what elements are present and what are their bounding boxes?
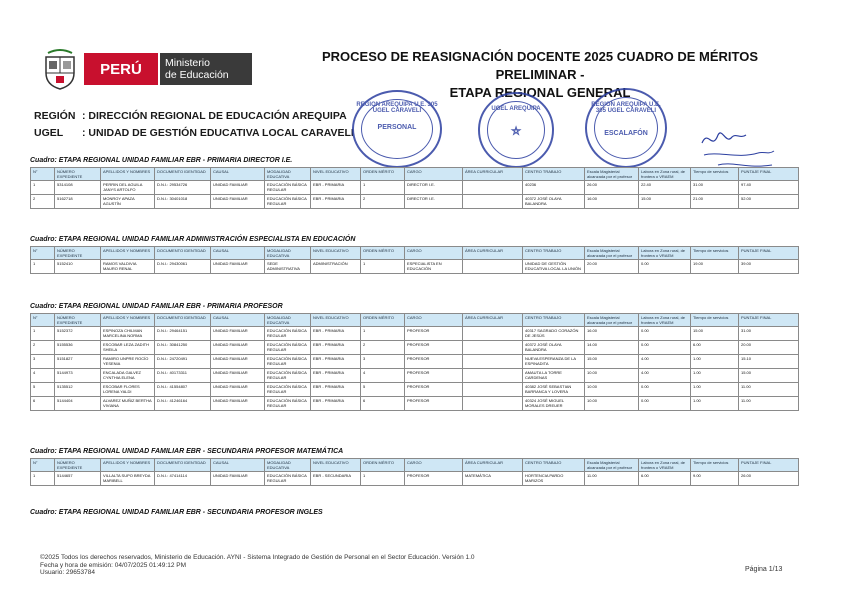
table-cell: 1.00: [691, 383, 739, 397]
table-cell: MONROY APAZA AGUSTÍN: [101, 195, 155, 209]
footer: [40, 554, 475, 577]
table-body: [31, 260, 799, 274]
table-cell: 26.00: [585, 181, 639, 195]
peru-brand: PERÚ: [84, 53, 158, 85]
table-cell: EBR - PRIMARIA: [311, 341, 361, 355]
table-cell: D.N.I.: 30841250: [155, 341, 211, 355]
table-cell: EDUCACIÓN BÁSICA REGULAR: [265, 383, 311, 397]
table-cell: D.N.I.: 40173311: [155, 369, 211, 383]
table-cell: 1: [361, 327, 405, 341]
stamp-ugel-seal: [478, 92, 554, 168]
table-cell: 52.00: [739, 195, 799, 209]
table-cell: 5144973: [55, 369, 101, 383]
section-title-especialista: Cuadro: ETAPA REGIONAL UNIDAD FAMILIAR ADMINISTRACIÓN ESPECIALISTA EN EDUCACIÓN: [30, 236, 356, 243]
header-cell: CAUSAL: [211, 168, 265, 181]
table-secundaria-matematica: [30, 458, 799, 486]
table-cell: 5: [31, 383, 55, 397]
header-cell: N°: [31, 314, 55, 327]
table-row: [31, 195, 799, 209]
table-cell: 10.00: [585, 397, 639, 411]
table-cell: EDUCACIÓN BÁSICA REGULAR: [265, 369, 311, 383]
table-cell: [463, 260, 523, 274]
table-cell: [463, 327, 523, 341]
table-cell: 2: [31, 341, 55, 355]
header-cell: APELLIDOS Y NOMBRES: [101, 459, 155, 472]
header-cell: CENTRO TRABAJO: [523, 459, 585, 472]
table-cell: DIRECTOR I.E.: [405, 181, 463, 195]
header-cell: PUNTAJE FINAL: [739, 168, 799, 181]
table-cell: ESCOBAR FLORES LORENA YALDI: [101, 383, 155, 397]
table-row: [31, 472, 799, 486]
table-cell: D.N.I.: 29534726: [155, 181, 211, 195]
table-cell: 5151827: [55, 355, 101, 369]
table-cell: UNIDAD FAMILIAR: [211, 195, 265, 209]
header-cell: ÁREA CURRICULAR: [463, 314, 523, 327]
table-cell: 4.00: [639, 355, 691, 369]
table-cell: 16.00: [585, 327, 639, 341]
table-header-row: [31, 168, 799, 181]
table-cell: 2: [31, 195, 55, 209]
table-cell: 1.00: [691, 369, 739, 383]
header-cell: MODALIDAD EDUCATIVA: [265, 314, 311, 327]
table-cell: NUEVA ESPERANZA DE LA ESPINADITA: [523, 355, 585, 369]
header-cell: CARGO: [405, 314, 463, 327]
table-cell: 4: [361, 369, 405, 383]
table-cell: 4: [31, 369, 55, 383]
table-cell: 10.00: [585, 369, 639, 383]
table-cell: UNIDAD FAMILIAR: [211, 397, 265, 411]
stamp-escalafon: [585, 88, 667, 168]
table-header-row: [31, 314, 799, 327]
table-cell: EDUCACIÓN BÁSICA REGULAR: [265, 341, 311, 355]
table-cell: PROFESOR: [405, 472, 463, 486]
table-cell: MATEMÁTICA: [463, 472, 523, 486]
section-title-primaria-profesor: Cuadro: ETAPA REGIONAL UNIDAD FAMILIAR EBR - PRIMARIA PROFESOR: [30, 303, 283, 310]
header-cell: Labora en Zona rural, de frontera o VRAEM: [639, 314, 691, 327]
table-body: [31, 472, 799, 486]
table-cell: ESPINOZA CHILMAN MARCELINA NORMA: [101, 327, 155, 341]
footer-user: Usuario: 29653784: [40, 569, 95, 576]
ministry-line-1: Ministerio: [165, 57, 210, 69]
section-title-secundaria-matematica: Cuadro: ETAPA REGIONAL UNIDAD FAMILIAR EBR - SECUNDARIA PROFESOR MATEMÁTICA: [30, 448, 344, 455]
table-director: [30, 167, 799, 209]
header-cell: ORDEN MÉRITO: [361, 247, 405, 260]
table-cell: 6: [361, 397, 405, 411]
table-cell: 0.00: [639, 397, 691, 411]
table-cell: 14.00: [585, 341, 639, 355]
table-cell: EDUCACIÓN BÁSICA REGULAR: [265, 355, 311, 369]
table-cell: 5135512: [55, 383, 101, 397]
table-cell: 0.00: [639, 341, 691, 355]
table-cell: UNIDAD FAMILIAR: [211, 369, 265, 383]
stamp-personal: [352, 90, 442, 168]
header-cell: Labora en Zona rural, de frontera o VRAEM: [639, 247, 691, 260]
header-cell: ÁREA CURRICULAR: [463, 168, 523, 181]
header-cell: NÚMERO EXPEDIENTE: [55, 247, 101, 260]
table-cell: 15.00: [691, 327, 739, 341]
table-cell: EDUCACIÓN BÁSICA REGULAR: [265, 327, 311, 341]
table-cell: EDUCACIÓN BÁSICA REGULAR: [265, 181, 311, 195]
table-cell: [463, 355, 523, 369]
table-body: [31, 181, 799, 209]
table-cell: 40372 JOSÉ OLAYA BALANDRA: [523, 195, 585, 209]
header-cell: CENTRO TRABAJO: [523, 314, 585, 327]
table-header-row: [31, 459, 799, 472]
stamp-escalafon-label: ESCALAFÓN: [604, 130, 648, 137]
table-cell: 15.00: [585, 355, 639, 369]
table-cell: PROFESOR: [405, 355, 463, 369]
table-cell: 1: [31, 181, 55, 195]
header-cell: MODALIDAD EDUCATIVA: [265, 168, 311, 181]
table-cell: RAMOS VALDIVIA MAURO RENAL: [101, 260, 155, 274]
header-cell: PUNTAJE FINAL: [739, 247, 799, 260]
header-cell: Tiempo de servicios: [691, 247, 739, 260]
table-cell: 11.00: [585, 472, 639, 486]
table-row: [31, 181, 799, 195]
header-cell: DOCUMENTO IDENTIDAD: [155, 168, 211, 181]
header-cell: N°: [31, 459, 55, 472]
table-cell: D.N.I.: 29464151: [155, 327, 211, 341]
header-cell: MODALIDAD EDUCATIVA: [265, 459, 311, 472]
table-cell: 20.00: [739, 341, 799, 355]
table-cell: 31.00: [739, 327, 799, 341]
table-cell: UNIDAD FAMILIAR: [211, 181, 265, 195]
table-cell: AMAUTA LA TORRE CARDENAS: [523, 369, 585, 383]
table-cell: D.N.I.: 30401018: [155, 195, 211, 209]
header-cell: PUNTAJE FINAL: [739, 459, 799, 472]
table-cell: D.N.I.: 41246164: [155, 397, 211, 411]
table-cell: EBR - SECUNDARIA: [311, 472, 361, 486]
table-cell: 97.40: [739, 181, 799, 195]
table-cell: 5155536: [55, 341, 101, 355]
page-number: Página 1/13: [745, 566, 783, 573]
header-cell: Escala Magisterial alcanzada por el profesor: [585, 314, 639, 327]
table-cell: 9.00: [691, 472, 739, 486]
table-cell: UNIDAD FAMILIAR: [211, 341, 265, 355]
table-cell: 31.00: [691, 181, 739, 195]
table-cell: 3: [31, 355, 55, 369]
table-cell: 6.00: [691, 341, 739, 355]
header-cell: CENTRO TRABAJO: [523, 168, 585, 181]
table-cell: [463, 383, 523, 397]
table-header-row: [31, 247, 799, 260]
table-cell: 16.00: [585, 195, 639, 209]
table-cell: 5: [361, 383, 405, 397]
table-cell: 5144657: [55, 472, 101, 486]
header-cell: APELLIDOS Y NOMBRES: [101, 247, 155, 260]
header-cell: NIVEL EDUCATIVO: [311, 247, 361, 260]
table-cell: 0.00: [639, 383, 691, 397]
minedu-logo: [38, 47, 238, 91]
table-cell: EBR - PRIMARIA: [311, 383, 361, 397]
table-cell: UNIDAD DE GESTIÓN EDUCATIVA LOCAL LA UNIÓN: [523, 260, 585, 274]
table-cell: ADMINISTRACIÓN: [311, 260, 361, 274]
table-cell: HORTENCIA PARDO MARIZOS: [523, 472, 585, 486]
table-cell: EBR - PRIMARIA: [311, 397, 361, 411]
table-cell: 22.40: [639, 181, 691, 195]
table-cell: 20.00: [585, 260, 639, 274]
header-cell: DOCUMENTO IDENTIDAD: [155, 314, 211, 327]
table-cell: EBR - PRIMARIA: [311, 181, 361, 195]
table-body: [31, 327, 799, 411]
table-row: [31, 355, 799, 369]
table-cell: 1: [361, 472, 405, 486]
table-cell: PROFESOR: [405, 397, 463, 411]
table-cell: 0.00: [639, 260, 691, 274]
header-cell: DOCUMENTO IDENTIDAD: [155, 247, 211, 260]
table-cell: 15.00: [639, 195, 691, 209]
header-cell: CENTRO TRABAJO: [523, 247, 585, 260]
ministry-name: [160, 53, 252, 85]
header-cell: NIVEL EDUCATIVO: [311, 168, 361, 181]
table-row: [31, 383, 799, 397]
table-cell: EBR - PRIMARIA: [311, 327, 361, 341]
table-cell: [463, 341, 523, 355]
table-row: [31, 397, 799, 411]
header-cell: ÁREA CURRICULAR: [463, 459, 523, 472]
table-cell: ESCOBAR LEZA ZADITH SHEILA: [101, 341, 155, 355]
stamp-personal-label: PERSONAL: [377, 124, 417, 131]
table-cell: 0.00: [639, 327, 691, 341]
header-cell: NÚMERO EXPEDIENTE: [55, 168, 101, 181]
table-cell: EBR - PRIMARIA: [311, 195, 361, 209]
table-cell: 5144404: [55, 397, 101, 411]
header-cell: NIVEL EDUCATIVO: [311, 314, 361, 327]
ugel-line: [34, 127, 354, 139]
footer-copyright: ©2025 Todos los derechos reservados, Ministerio de Educación. AYNI - Sistema Integrado de Gestión de Personal en el Sector Educación. Versión 1.0: [40, 554, 475, 561]
title-line-2: ETAPA REGIONAL GENERAL: [449, 85, 631, 100]
section-title-secundaria-ingles: Cuadro: ETAPA REGIONAL UNIDAD FAMILIAR EBR - SECUNDARIA PROFESOR INGLES: [30, 509, 323, 516]
header-cell: PUNTAJE FINAL: [739, 314, 799, 327]
table-cell: 6.00: [639, 472, 691, 486]
table-cell: 1: [31, 260, 55, 274]
table-cell: 6: [31, 397, 55, 411]
table-cell: 1.00: [691, 355, 739, 369]
section-title-director: Cuadro: ETAPA REGIONAL UNIDAD FAMILIAR EBR - PRIMARIA DIRECTOR I.E.: [30, 157, 293, 164]
table-cell: EBR - PRIMARIA: [311, 355, 361, 369]
peru-coat-of-arms-icon: [38, 47, 82, 91]
table-cell: 11.00: [739, 397, 799, 411]
header-cell: CARGO: [405, 247, 463, 260]
header-cell: N°: [31, 168, 55, 181]
stamp-escalafon-text: REGION AREQUIPA U.E. 305 UGEL CARAVELI: [591, 102, 661, 114]
table-row: [31, 369, 799, 383]
header-cell: MODALIDAD EDUCATIVA: [265, 247, 311, 260]
stamp-personal-text: REGION AREQUIPA U.E. 305 UGEL CARAVELI: [356, 102, 438, 114]
table-cell: 40236: [523, 181, 585, 195]
table-cell: 1: [361, 260, 405, 274]
region-line: [34, 110, 347, 122]
header-cell: Tiempo de servicios: [691, 168, 739, 181]
table-cell: [463, 195, 523, 209]
header-cell: NÚMERO EXPEDIENTE: [55, 459, 101, 472]
table-cell: SEDE ADMINISTRATIVA: [265, 260, 311, 274]
header-cell: ORDEN MÉRITO: [361, 459, 405, 472]
table-primaria-profesor: [30, 313, 799, 411]
table-cell: UNIDAD FAMILIAR: [211, 383, 265, 397]
table-cell: ENCALADA GALVEZ CYNTHIA ELENA: [101, 369, 155, 383]
table-cell: 40372 JOSÉ OLAYA BALANDRA: [523, 341, 585, 355]
table-cell: 5152372: [55, 327, 101, 341]
title-line-1: PROCESO DE REASIGNACIÓN DOCENTE 2025 CUADRO DE MÉRITOS PRELIMINAR -: [321, 49, 759, 82]
header-cell: Tiempo de servicios: [691, 459, 739, 472]
table-cell: UNIDAD FAMILIAR: [211, 260, 265, 274]
header-cell: Escala Magisterial alcanzada por el profesor: [585, 247, 639, 260]
header-cell: CAUSAL: [211, 247, 265, 260]
table-cell: D.N.I.: 47414114: [155, 472, 211, 486]
table-cell: 1.00: [691, 397, 739, 411]
header-cell: ORDEN MÉRITO: [361, 168, 405, 181]
table-cell: PROFESOR: [405, 327, 463, 341]
header-cell: APELLIDOS Y NOMBRES: [101, 168, 155, 181]
table-cell: [463, 181, 523, 195]
header-cell: DOCUMENTO IDENTIDAD: [155, 459, 211, 472]
header-cell: NÚMERO EXPEDIENTE: [55, 314, 101, 327]
region-value: : DIRECCIÓN REGIONAL DE EDUCACIÓN AREQUIPA: [82, 110, 347, 122]
table-cell: 40317 SAGRADO CORAZÓN DE JESÚS: [523, 327, 585, 341]
table-cell: 40382 JOSÉ SEBASTIAN BARRANCA Y LOVERA: [523, 383, 585, 397]
document-title: [280, 48, 800, 102]
table-cell: 4.00: [639, 369, 691, 383]
table-cell: 21.00: [691, 195, 739, 209]
table-row: [31, 327, 799, 341]
table-cell: 5162718: [55, 195, 101, 209]
table-cell: [463, 369, 523, 383]
header-cell: Labora en Zona rural, de frontera o VRAEM: [639, 168, 691, 181]
table-cell: 5314108: [55, 181, 101, 195]
table-cell: UNIDAD FAMILIAR: [211, 327, 265, 341]
region-label: REGIÓN: [34, 110, 76, 122]
table-cell: D.N.I.: 29430061: [155, 260, 211, 274]
table-cell: [463, 397, 523, 411]
table-cell: 1: [31, 327, 55, 341]
table-cell: 39.00: [739, 260, 799, 274]
header-cell: CARGO: [405, 168, 463, 181]
table-cell: RAMIRO UNPRE ROCÍO YESENIA: [101, 355, 155, 369]
table-cell: UNIDAD FAMILIAR: [211, 355, 265, 369]
table-cell: 40324 JOSÉ MIGUEL MORALES DREUER: [523, 397, 585, 411]
table-cell: 15.10: [739, 355, 799, 369]
header-cell: N°: [31, 247, 55, 260]
table-cell: 3: [361, 355, 405, 369]
table-cell: D.N.I.: 41554807: [155, 383, 211, 397]
stamp-ugel-seal-text: UGEL AREQUIPA: [491, 106, 541, 112]
ugel-value: : UNIDAD DE GESTIÓN EDUCATIVA LOCAL CARAVELI: [82, 127, 354, 139]
table-cell: 5152410: [55, 260, 101, 274]
table-row: [31, 260, 799, 274]
ugel-label: UGEL: [34, 127, 64, 139]
header-cell: NIVEL EDUCATIVO: [311, 459, 361, 472]
table-cell: 10.00: [585, 383, 639, 397]
header-cell: Tiempo de servicios: [691, 314, 739, 327]
table-cell: PERRIN DEL AGUILA JANYS ARTOLFO: [101, 181, 155, 195]
table-cell: EDUCACIÓN BÁSICA REGULAR: [265, 195, 311, 209]
table-cell: EBR - PRIMARIA: [311, 369, 361, 383]
header-cell: ÁREA CURRICULAR: [463, 247, 523, 260]
table-cell: 1: [361, 181, 405, 195]
table-cell: 2: [361, 195, 405, 209]
table-cell: 26.00: [739, 472, 799, 486]
table-cell: 2: [361, 341, 405, 355]
table-cell: EDUCACIÓN BÁSICA REGULAR: [265, 397, 311, 411]
table-cell: DIRECTOR I.E.: [405, 195, 463, 209]
header-cell: APELLIDOS Y NOMBRES: [101, 314, 155, 327]
header-cell: Escala Magisterial alcanzada por el profesor: [585, 168, 639, 181]
header-cell: CAUSAL: [211, 459, 265, 472]
table-cell: ALVAREZ MUÑIZ BERTHA VIVIANA: [101, 397, 155, 411]
table-row: [31, 341, 799, 355]
header-cell: Escala Magisterial alcanzada por el profesor: [585, 459, 639, 472]
table-cell: PROFESOR: [405, 383, 463, 397]
ministry-line-2: de Educación: [165, 69, 229, 81]
table-especialista: [30, 246, 799, 274]
table-cell: 15.00: [739, 369, 799, 383]
table-cell: 1: [31, 472, 55, 486]
header-cell: CARGO: [405, 459, 463, 472]
table-cell: ESPECIALISTA EN EDUCACIÓN: [405, 260, 463, 274]
table-cell: EDUCACIÓN BÁSICA REGULAR: [265, 472, 311, 486]
footer-emission-date: Fecha y hora de emisión: 04/07/2025 01:49:12 PM: [40, 561, 186, 569]
table-cell: PROFESOR: [405, 369, 463, 383]
table-cell: D.N.I.: 24720491: [155, 355, 211, 369]
table-cell: PROFESOR: [405, 341, 463, 355]
table-cell: VILLALTA SUPO BREYDA MARIBELL: [101, 472, 155, 486]
header-cell: CAUSAL: [211, 314, 265, 327]
header-cell: Labora en Zona rural, de frontera o VRAEM: [639, 459, 691, 472]
shield-icon: ⛤: [511, 124, 521, 138]
table-cell: UNIDAD FAMILIAR: [211, 472, 265, 486]
header-cell: ORDEN MÉRITO: [361, 314, 405, 327]
table-cell: 19.00: [691, 260, 739, 274]
table-cell: 11.00: [739, 383, 799, 397]
